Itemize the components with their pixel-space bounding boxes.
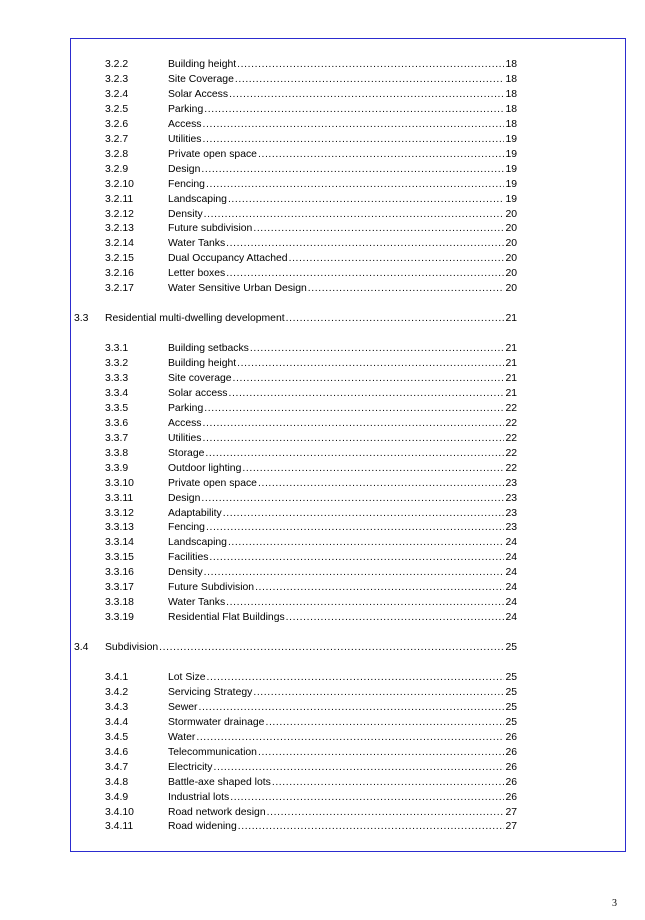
- toc-entry-page: 24: [505, 552, 517, 564]
- toc-leader-dots: [228, 386, 504, 401]
- toc-leader-dots: [258, 147, 504, 162]
- toc-entry-page: 25: [505, 716, 517, 728]
- toc-entry-title: Sewer: [168, 701, 198, 713]
- toc-entry[interactable]: [105, 251, 517, 266]
- toc-entry-title: Landscaping: [168, 193, 227, 205]
- toc-leader-dots: [272, 775, 505, 790]
- toc-entry-title: Facilities: [168, 552, 209, 564]
- toc-entry[interactable]: [105, 192, 517, 207]
- toc-leader-dots: [286, 610, 505, 625]
- toc-entry-number: 3.2.4: [105, 88, 129, 100]
- toc-entry-page: 25: [505, 686, 517, 698]
- toc-entry-number: 3.3.9: [105, 462, 129, 474]
- toc-entry-title: Residential Flat Buildings: [168, 612, 285, 624]
- toc-leader-dots: [253, 221, 504, 236]
- toc-entry-number: 3.2.16: [105, 268, 134, 280]
- toc-leader-dots: [226, 266, 504, 281]
- toc-leader-dots: [235, 72, 505, 87]
- toc-entry-number: 3.3.5: [105, 402, 129, 414]
- toc-entry-page: 18: [505, 103, 517, 115]
- toc-entry-title: Residential multi-dwelling development: [105, 313, 285, 325]
- toc-entry-title: Solar Access: [168, 88, 229, 100]
- toc-entry[interactable]: [105, 386, 517, 401]
- toc-entry-page: 24: [505, 567, 517, 579]
- toc-entry-page: 20: [505, 223, 517, 235]
- toc-entry[interactable]: [105, 162, 517, 177]
- toc-entry-page: 19: [505, 178, 517, 190]
- toc-entry-page: 20: [505, 208, 517, 220]
- toc-entry-title: Road network design: [168, 806, 266, 818]
- toc-entry-title: Future subdivision: [168, 223, 253, 235]
- toc-entry-number: 3.2.7: [105, 133, 129, 145]
- toc-entry-title: Building height: [168, 358, 237, 369]
- toc-entry-number: 3.3.18: [105, 597, 134, 609]
- toc-leader-dots: [203, 132, 505, 147]
- toc-entry-page: 18: [505, 88, 517, 100]
- toc-entry[interactable]: [105, 341, 517, 356]
- toc-entry-number: 3.3.14: [105, 537, 134, 549]
- toc-entry-title: Site Coverage: [168, 73, 234, 85]
- toc-entry-number: 3.2.14: [105, 238, 134, 250]
- toc-entry-number: 3.4.3: [105, 701, 129, 713]
- toc-entry[interactable]: [105, 117, 517, 132]
- toc-entry[interactable]: [105, 72, 517, 87]
- toc-entry[interactable]: [105, 281, 517, 296]
- toc-entry[interactable]: [105, 102, 517, 117]
- toc-leader-dots: [209, 550, 504, 565]
- toc-leader-dots: [204, 565, 505, 580]
- toc-entry-page: 25: [505, 671, 517, 683]
- toc-entry-page: 22: [505, 417, 517, 429]
- toc-leader-dots: [253, 685, 504, 700]
- toc-leader-dots: [258, 476, 504, 491]
- toc-entry-number: 3.2.5: [105, 103, 129, 115]
- toc-leader-dots: [159, 640, 504, 655]
- toc-entry-number: 3.4.7: [105, 761, 129, 773]
- toc-entry-title: Water Tanks: [168, 597, 226, 609]
- toc-entry-page: 26: [505, 791, 517, 803]
- toc-entry-page: 19: [505, 163, 517, 175]
- toc-entry-title: Private open space: [168, 148, 257, 160]
- toc-entry[interactable]: [105, 595, 517, 610]
- toc-entry-number: 3.4.1: [105, 671, 129, 683]
- toc-entry[interactable]: [105, 207, 517, 222]
- toc-entry-number: 3.4.2: [105, 686, 129, 698]
- toc-entry[interactable]: [105, 685, 517, 700]
- toc-entry[interactable]: [105, 132, 517, 147]
- toc-entry[interactable]: [105, 266, 517, 281]
- page-number: 3: [612, 898, 617, 909]
- toc-entry-title: Parking: [168, 103, 204, 115]
- toc-leader-dots: [265, 715, 504, 730]
- toc-entry-page: 24: [505, 612, 517, 624]
- toc-entry-title: Dual Occupancy Attached: [168, 253, 288, 265]
- toc-entry-number: 3.2.12: [105, 208, 134, 220]
- toc-leader-dots: [258, 745, 504, 760]
- toc-entry-number: 3.3.10: [105, 477, 134, 489]
- toc-entry-title: Parking: [168, 402, 204, 414]
- toc-entry[interactable]: [105, 177, 517, 192]
- toc-leader-dots: [204, 102, 504, 117]
- toc-entry-page: 23: [505, 477, 517, 489]
- toc-entry-number: 3.3.11: [105, 492, 134, 504]
- toc-entry-number: 3.2.8: [105, 148, 129, 160]
- toc-entry-number: 3.3.12: [105, 507, 134, 519]
- toc-entry-number: 3.3.17: [105, 582, 134, 594]
- toc-entry-title: Storage: [168, 447, 205, 459]
- toc-leader-dots: [233, 371, 505, 386]
- toc-leader-dots: [289, 251, 505, 266]
- toc-entry[interactable]: [105, 57, 517, 72]
- toc-entry-page: 22: [505, 462, 517, 474]
- toc-entry-number: 3.2.15: [105, 253, 134, 265]
- toc-entry-page: 18: [505, 59, 517, 70]
- toc-entry[interactable]: [105, 760, 517, 775]
- toc-leader-dots: [201, 491, 504, 506]
- toc-leader-dots: [237, 57, 504, 72]
- toc-entry[interactable]: [105, 147, 517, 162]
- toc-entry-page: 22: [505, 402, 517, 414]
- toc-entry-page: 24: [505, 597, 517, 609]
- toc-leader-dots: [206, 520, 504, 535]
- toc-leader-dots: [255, 580, 504, 595]
- toc-entry-number: 3.4.11: [105, 821, 134, 833]
- toc-entry-number: 3.2.10: [105, 178, 134, 190]
- toc-entry-title: Landscaping: [168, 537, 227, 549]
- toc-entry-page: 22: [505, 447, 517, 459]
- toc-entry-number: 3.4.10: [105, 806, 134, 818]
- toc-entry-number: 3.3.6: [105, 417, 129, 429]
- toc-entry[interactable]: [105, 610, 517, 625]
- toc-entry-page: 27: [505, 806, 517, 818]
- toc-entry-number: 3.3.1: [105, 343, 129, 355]
- toc-entry-page: 18: [505, 118, 517, 130]
- toc-entry[interactable]: [105, 715, 517, 730]
- toc-entry-page: 20: [505, 268, 517, 280]
- toc-entry-number: 3.2.2: [105, 59, 129, 70]
- toc-entry-title: Fencing: [168, 178, 205, 190]
- toc-entry-page: 23: [505, 492, 517, 504]
- toc-entry[interactable]: [105, 775, 517, 790]
- toc-leader-dots: [308, 281, 505, 296]
- toc-section-entry[interactable]: [74, 311, 517, 326]
- toc-entry-title: Site coverage: [168, 372, 232, 384]
- toc-leader-dots: [207, 670, 505, 685]
- toc-entry-number: 3.2.13: [105, 223, 134, 235]
- toc-entry[interactable]: [105, 87, 517, 102]
- toc-entry-number: 3.4.9: [105, 791, 129, 803]
- toc-entry-title: Density: [168, 567, 203, 579]
- toc-entry-number: 3.3.8: [105, 447, 129, 459]
- toc-entry-title: Design: [168, 492, 201, 504]
- toc-entry[interactable]: [105, 565, 517, 580]
- toc-leader-dots: [228, 535, 505, 550]
- toc-entry-page: 19: [505, 193, 517, 205]
- toc-entry-page: 21: [505, 343, 517, 355]
- toc-entry-number: 3.3.19: [105, 612, 134, 624]
- toc-entry[interactable]: [105, 670, 517, 685]
- toc-entry-number: 3.4.4: [105, 716, 129, 728]
- toc-entry-page: 26: [505, 776, 517, 788]
- toc-entry-title: Building setbacks: [168, 343, 249, 355]
- toc-entry-title: Water Sensitive Urban Design: [168, 283, 307, 295]
- toc-leader-dots: [230, 790, 504, 805]
- toc-leader-dots: [229, 87, 504, 102]
- toc-entry-page: 24: [505, 537, 517, 549]
- toc-entry[interactable]: [105, 550, 517, 565]
- toc-entry-number: 3.4.5: [105, 731, 129, 743]
- toc-entry-number: 3.2.9: [105, 163, 129, 175]
- toc-leader-dots: [223, 506, 505, 521]
- toc-entry-page: 25: [505, 701, 517, 713]
- toc-entry[interactable]: [105, 790, 517, 805]
- toc-entry-page: 26: [505, 746, 517, 758]
- toc-entry[interactable]: [105, 401, 517, 416]
- toc-entry-page: 21: [505, 358, 517, 369]
- toc-entry-title: Outdoor lighting: [168, 462, 242, 474]
- toc-entry[interactable]: [105, 236, 517, 251]
- toc-entry-title: Letter boxes: [168, 268, 226, 280]
- toc-entry-title: Electricity: [168, 761, 213, 773]
- toc-entry-title: Design: [168, 163, 201, 175]
- toc-entry[interactable]: [105, 416, 517, 431]
- toc-entry-number: 3.2.17: [105, 283, 134, 295]
- toc-leader-dots: [226, 236, 504, 251]
- toc-entry[interactable]: [105, 356, 517, 371]
- toc-entry-title: Fencing: [168, 522, 205, 534]
- toc-entry-number: 3.2.6: [105, 118, 129, 130]
- toc-entry-title: Building height: [168, 59, 237, 70]
- toc-entry-number: 3.3.3: [105, 372, 129, 384]
- toc-entry[interactable]: [105, 446, 517, 461]
- toc-leader-dots: [237, 356, 504, 371]
- toc-entry-page: 22: [505, 432, 517, 444]
- toc-entry-title: Solar access: [168, 387, 228, 399]
- toc-leader-dots: [228, 192, 505, 207]
- toc-entry-number: 3.3.2: [105, 358, 129, 369]
- toc-entry-title: Water: [168, 731, 196, 743]
- toc-entry[interactable]: [105, 700, 517, 715]
- toc-leader-dots: [201, 162, 504, 177]
- toc-entry-title: Access: [168, 118, 202, 130]
- toc-entry-title: Subdivision: [105, 642, 159, 654]
- toc-entry[interactable]: [105, 745, 517, 760]
- toc-entry[interactable]: [105, 371, 517, 386]
- toc-entry-page: 21: [505, 387, 517, 399]
- toc-entry-page: 24: [505, 582, 517, 594]
- toc-entry-number: 3.3.13: [105, 522, 134, 534]
- toc-entry-number: 3.2.3: [105, 73, 129, 85]
- toc-leader-dots: [250, 341, 505, 356]
- toc-leader-dots: [238, 819, 505, 834]
- toc-entry-page: 20: [505, 253, 517, 265]
- toc-entry-title: Density: [168, 208, 203, 220]
- toc-entry-number: 3.3.15: [105, 552, 134, 564]
- toc-entry[interactable]: [105, 730, 517, 745]
- toc-leader-dots: [204, 207, 505, 222]
- toc-entry[interactable]: [105, 221, 517, 236]
- toc-entry-number: 3.4: [74, 642, 89, 654]
- toc-entry-title: Battle-axe shaped lots: [168, 776, 271, 788]
- toc-entry-title: Telecommunication: [168, 746, 257, 758]
- toc-entry-number: 3.3: [74, 313, 89, 325]
- toc-entry-title: Industrial lots: [168, 791, 230, 803]
- toc-entry[interactable]: [105, 506, 517, 521]
- toc-entry-page: 20: [505, 283, 517, 295]
- toc-entry[interactable]: [105, 476, 517, 491]
- toc-entry[interactable]: [105, 431, 517, 446]
- toc-entry-number: 3.3.4: [105, 387, 129, 399]
- toc-entry-number: 3.4.6: [105, 746, 129, 758]
- toc-leader-dots: [206, 177, 504, 192]
- toc-entry-title: Water Tanks: [168, 238, 226, 250]
- toc-entry[interactable]: [105, 535, 517, 550]
- toc-entry-page: 19: [505, 133, 517, 145]
- toc-entry-page: 20: [505, 238, 517, 250]
- toc-leader-dots: [213, 760, 504, 775]
- toc-entry-number: 3.2.11: [105, 193, 134, 205]
- toc-section-entry[interactable]: [74, 640, 517, 655]
- toc-entry-page: 19: [505, 148, 517, 160]
- toc-entry-title: Servicing Strategy: [168, 686, 253, 698]
- toc-leader-dots: [286, 311, 505, 326]
- toc-entry-title: Utilities: [168, 432, 202, 444]
- toc-entry-title: Private open space: [168, 477, 257, 489]
- toc-leader-dots: [204, 401, 504, 416]
- toc-entry[interactable]: [105, 580, 517, 595]
- toc-leader-dots: [203, 416, 505, 431]
- toc-entry-page: 21: [505, 372, 517, 384]
- toc-entry-page: 26: [505, 731, 517, 743]
- toc-leader-dots: [226, 595, 504, 610]
- toc-entry-page: 23: [505, 522, 517, 534]
- toc-leader-dots: [203, 117, 505, 132]
- toc-leader-dots: [196, 730, 504, 745]
- toc-entry-title: Stormwater drainage: [168, 716, 265, 728]
- toc-entry-page: 25: [505, 642, 517, 654]
- toc-entry-number: 3.3.16: [105, 567, 134, 579]
- toc-entry[interactable]: [105, 520, 517, 535]
- toc-entry-title: Lot Size: [168, 671, 206, 683]
- toc-entry[interactable]: [105, 461, 517, 476]
- toc-entry-page: 23: [505, 507, 517, 519]
- toc-entry-title: Utilities: [168, 133, 202, 145]
- toc-entry-page: 21: [505, 313, 517, 325]
- toc-leader-dots: [267, 805, 505, 820]
- toc-leader-dots: [242, 461, 504, 476]
- toc-leader-dots: [198, 700, 504, 715]
- toc-entry[interactable]: [105, 805, 517, 820]
- toc-entry-number: 3.3.7: [105, 432, 129, 444]
- toc-entry[interactable]: [105, 819, 517, 834]
- toc-leader-dots: [205, 446, 504, 461]
- toc-entry-page: 26: [505, 761, 517, 773]
- toc-entry[interactable]: [105, 491, 517, 506]
- toc-entry-page: 27: [505, 821, 517, 833]
- toc-entry-title: Future Subdivision: [168, 582, 255, 594]
- toc-leader-dots: [203, 431, 505, 446]
- toc-entry-title: Road widening: [168, 821, 237, 833]
- toc-entry-title: Access: [168, 417, 202, 429]
- toc-entry-number: 3.4.8: [105, 776, 129, 788]
- toc-entry-title: Adaptability: [168, 507, 222, 519]
- toc-entry-page: 18: [505, 73, 517, 85]
